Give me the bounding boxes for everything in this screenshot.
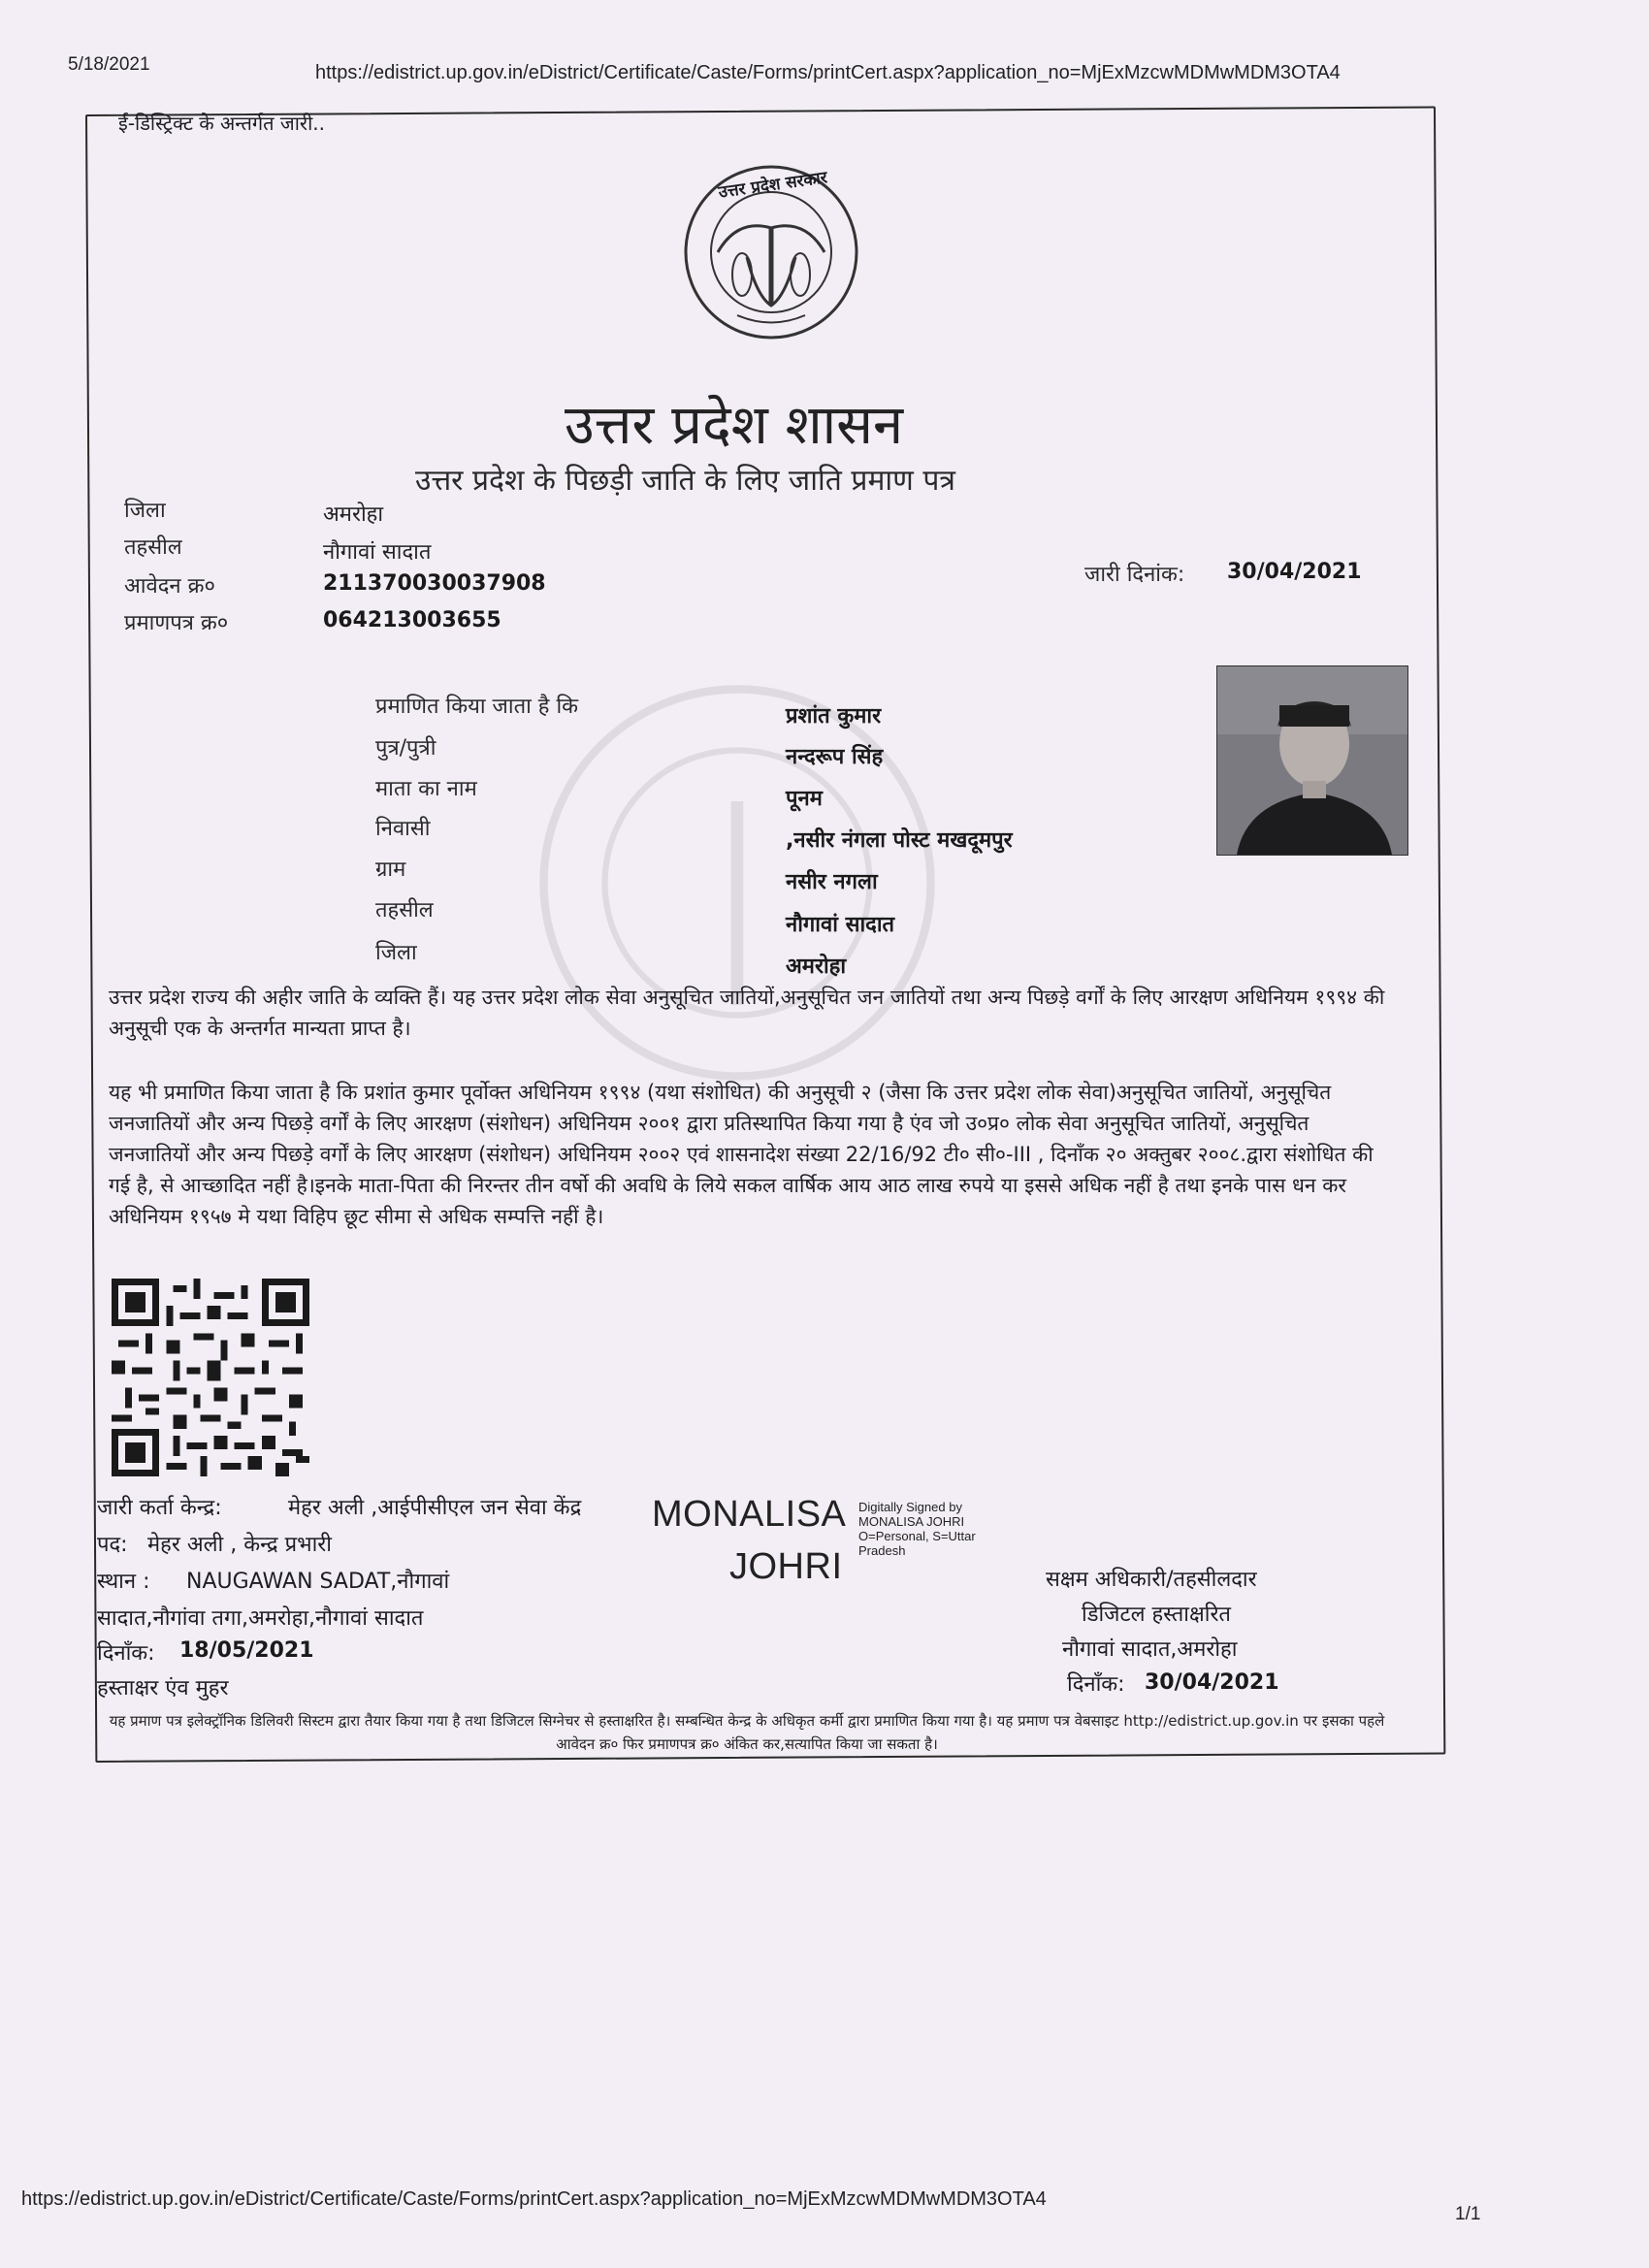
- detail-value-tehsil: नौगावां सादात: [786, 913, 895, 937]
- page-count: 1/1: [1455, 2204, 1481, 2224]
- signer-name-line2: JOHRI: [729, 1546, 843, 1587]
- issuer-date-label: दिनाँक:: [97, 1641, 155, 1666]
- verification-note: यह प्रमाण पत्र इलेक्ट्रॉनिक डिलिवरी सिस्टम द्वारा तैयार किया गया है तथा डिजिटल सिग्नेचर से हस्ताक्षरित है। सम्बन्धित केन्द्र के अधिकृत कर्मी द्वारा प्रमाणित किया गया है। यह प्रमाण पत्र वेबसाइट http://edistrict.up.gov.in पर इसका पहले आवेदन क्र० फिर प्रमाणपत्र क्र० अंकित कर,सत्यापित किया जा सकता है।: [109, 1712, 1385, 1753]
- meta-label-tehsil: तहसील: [124, 535, 182, 560]
- detail-label-mother: माता का नाम: [375, 777, 477, 801]
- detail-label-tehsil: तहसील: [375, 898, 434, 923]
- detail-value-village: नसीर नगला: [786, 870, 878, 894]
- signer-name-line1: MONALISA: [652, 1494, 847, 1535]
- issuer-center-label: जारी कर्ता केन्द्र:: [97, 1496, 222, 1520]
- authority-digital: डिजिटल हस्ताक्षरित: [1082, 1603, 1231, 1627]
- meta-value-certificate-no: 064213003655: [323, 608, 501, 632]
- authority-title: सक्षम अधिकारी/तहसीलदार: [1046, 1568, 1257, 1592]
- detail-label-certified: प्रमाणित किया जाता है कि: [375, 695, 579, 719]
- issuer-place-value-2: सादात,नौगांवा तगा,अमरोहा,नौगावां सादात: [97, 1606, 424, 1631]
- issuer-center-value: मेहर अली ,आईपीसीएल जन सेवा केंद्र: [288, 1496, 582, 1520]
- issuer-place-value: NAUGAWAN SADAT,नौगावां: [186, 1570, 450, 1594]
- paragraph-caste-statement: उत्तर प्रदेश राज्य की अहीर जाति के व्यक्ति हैं। यह उत्तर प्रदेश लोक सेवा अनुसूचित जातियों,अनुसूचित जन जातियों तथा अन्य पिछड़े वर्गों के लिए आरक्षण अधिनियम १९९४ की अनुसूची एक के अन्तर्गत मान्यता प्राप्त है।: [109, 986, 1385, 1040]
- detail-value-resident: ,नसीर नंगला पोस्ट मखदूमपुर: [786, 828, 1013, 853]
- authority-date-label: दिनाँक:: [1067, 1672, 1125, 1697]
- detail-value-mother: पूनम: [786, 787, 823, 811]
- detail-value-father: नन्दरूप सिंह: [786, 745, 884, 769]
- issuer-post-value: मेहर अली , केन्द्र प्रभारी: [147, 1533, 332, 1557]
- meta-value-district: अमरोहा: [323, 502, 384, 527]
- detail-label-district: जिला: [375, 941, 417, 965]
- issue-date-label: जारी दिनांक:: [1084, 563, 1185, 587]
- person-photo-icon: [1217, 666, 1407, 855]
- detail-label-resident: निवासी: [375, 817, 431, 841]
- detail-value-name: प्रशांत कुमार: [786, 704, 882, 729]
- detail-label-village: ग्राम: [375, 858, 406, 882]
- meta-label-certificate-no: प्रमाणपत्र क्र०: [124, 611, 229, 635]
- paragraph-creamy-layer: यह भी प्रमाणित किया जाता है कि प्रशांत कुमार पूर्वोक्त अधिनियम १९९४ (यथा संशोधित) की अनुसूची २ (जैसा कि उत्तर प्रदेश लोक सेवा)अनुसूचित जातियों, अनुसूचित जनजातियों और अन्य पिछड़े वर्गों के लिए आरक्षण (संशोधन) अधिनियम २००१ द्वारा प्रतिस्थापित किया गया है एंव जो उ०प्र० लोक सेवा अनुसूचित जातियों, अनुसूचित जनजातियों और अन्य पिछड़े वर्गों के लिए आरक्षण (संशोधन) अधिनियम २००२ एवं शासनादेश संख्या 22/16/92 टी० सी०-III , दिनाँक २० अक्तुबर २००८.द्वारा संशोधित की गई है, से आच्छादित नहीं है।इनके माता-पिता की निरन्तर तीन वर्षो की अवधि के लिये सकल वार्षिक आय आठ लाख रुपये या इससे अधिक नहीं है तथा इनके पास धन कर अधिनियम १९५७ मे यथा विहिप छूट सीमा से अधिक सम्पत्ति नहीं है।: [109, 1081, 1374, 1228]
- qr-code-icon: [111, 1279, 310, 1476]
- certificate-subtitle: उत्तर प्रदेश के पिछड़ी जाति के लिए जाति प्रमाण पत्र: [415, 464, 955, 498]
- issue-date-value: 30/04/2021: [1227, 560, 1362, 584]
- applicant-photo: [1216, 665, 1408, 856]
- issuer-sign-label: हस्ताक्षर एंव मुहर: [97, 1676, 229, 1701]
- issuer-post-label: पद:: [97, 1533, 128, 1557]
- page-title: उत्तर प्रदेश शासन: [565, 394, 904, 457]
- issuer-place-label: स्थान :: [97, 1570, 150, 1594]
- issuer-date-value: 18/05/2021: [179, 1638, 314, 1663]
- meta-value-tehsil: नौगावां सादात: [323, 540, 432, 565]
- meta-label-application-no: आवेदन क्र०: [124, 574, 215, 599]
- print-date: 5/18/2021: [68, 54, 150, 75]
- authority-date-value: 30/04/2021: [1145, 1670, 1279, 1695]
- url-header[interactable]: https://edistrict.up.gov.in/eDistrict/Certificate/Caste/Forms/printCert.aspx?application_no=MjExMzcwMDMwMDM3OTA4: [315, 62, 1341, 83]
- authority-place: नौगावां सादात,अमरोहा: [1062, 1637, 1238, 1662]
- url-footer[interactable]: https://edistrict.up.gov.in/eDistrict/Certificate/Caste/Forms/printCert.aspx?application_no=MjExMzcwMDMwMDM3OTA4: [21, 2188, 1047, 2210]
- emblem-text: उत्तर प्रदेश सरकार: [717, 168, 829, 203]
- meta-value-application-no: 211370030037908: [323, 571, 546, 596]
- meta-label-district: जिला: [124, 499, 166, 523]
- detail-label-son-daughter: पुत्र/पुत्री: [375, 736, 436, 761]
- signature-note: Digitally Signed by MONALISA JOHRI O=Personal, S=Uttar Pradesh: [858, 1500, 976, 1558]
- issued-under-label: ई-डिस्ट्रिक्ट के अन्तर्गत जारी..: [118, 112, 325, 135]
- detail-value-district: अमरोहा: [786, 955, 847, 979]
